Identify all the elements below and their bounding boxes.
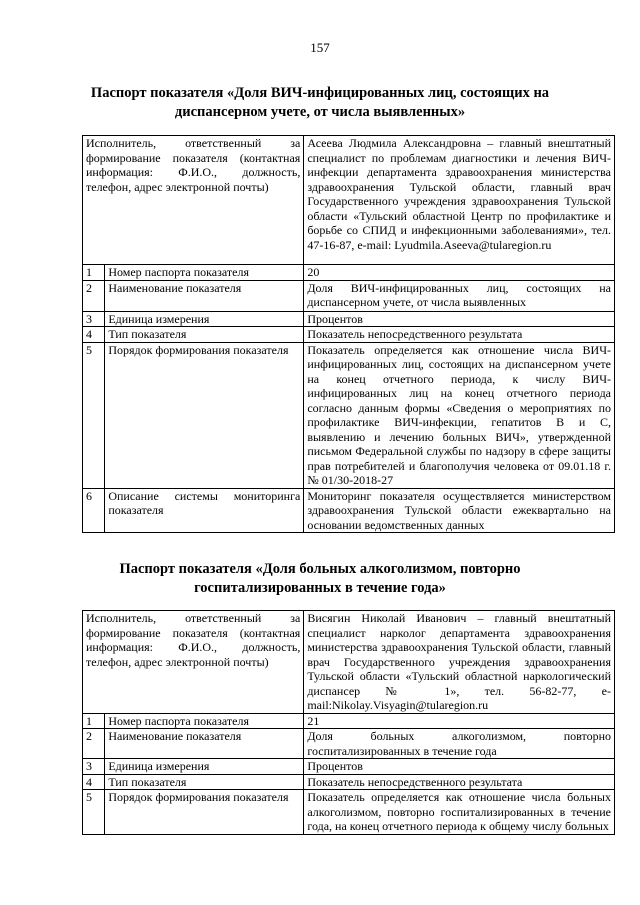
- row-label: Наименование показателя: [105, 280, 304, 311]
- passport1-title: [80, 84, 560, 122]
- passport2-title: [80, 560, 560, 598]
- row-value: Доля больных алкоголизмом, повторно госпитализированных в течение года: [304, 729, 615, 759]
- row-value: Показатель определяется как отношение числа больных алкоголизмом, повторно госпитализированных в течение года, на конец отчетного периода к общему числу больных: [304, 790, 615, 835]
- row-number: 3: [83, 311, 105, 327]
- row-value: Процентов: [304, 759, 615, 775]
- row-value: Показатель определяется как отношение числа ВИЧ-инфицированных лиц, состоящих на диспансерном учете на конец отчетного периода, к числу ВИЧ-инфицированных лиц на конец отчетного периода согласно данным формы «Сведения о мероприятиях по профилактике ВИЧ-инфекции, гепатитов В и С, выявлению и лечению больных ВИЧ», утвержденной письмом Федеральной службы по надзору в сфере защиты прав потребителей и благополучия человека от 09.01.18 г. № 01/30-2018-27: [304, 342, 615, 488]
- row-value: 20: [304, 265, 615, 281]
- passport1-table: [82, 135, 615, 533]
- row-number: 4: [83, 327, 105, 343]
- table-row: [83, 759, 615, 775]
- row-number: 6: [83, 488, 105, 533]
- row-label: Единица измерения: [105, 759, 304, 775]
- row-label: Тип показателя: [105, 774, 304, 790]
- table-row: [83, 265, 615, 281]
- passport2-title-line1: Паспорт показателя «Доля больных алкоголизмом, повторно: [119, 561, 521, 577]
- page-number: 157: [310, 40, 330, 55]
- row-number: 1: [83, 265, 105, 281]
- row-number: 1: [83, 713, 105, 729]
- passport2-table: [82, 610, 615, 835]
- row-label: Наименование показателя: [105, 729, 304, 759]
- row-value: Показатель непосредственного результата: [304, 774, 615, 790]
- row-value: 21: [304, 713, 615, 729]
- passport1-executor-row: [83, 136, 615, 265]
- row-label: Тип показателя: [105, 327, 304, 343]
- table-row: [83, 342, 615, 488]
- row-value: Мониторинг показателя осуществляется министерством здравоохранения Тульской области ежеквартально на основании ведомственных данных: [304, 488, 615, 533]
- table-row: [83, 327, 615, 343]
- passport2-executor-row: [83, 611, 615, 714]
- passport1-title-line2: диспансерном учете, от числа выявленных»: [174, 104, 466, 120]
- row-number: 3: [83, 759, 105, 775]
- row-number: 2: [83, 280, 105, 311]
- row-value: Процентов: [304, 311, 615, 327]
- row-label: Единица измерения: [105, 311, 304, 327]
- passport1-title-line1: Паспорт показателя «Доля ВИЧ-инфицированных лиц, состоящих на: [90, 85, 550, 101]
- row-label: Номер паспорта показателя: [105, 265, 304, 281]
- table-row: [83, 488, 615, 533]
- row-number: 2: [83, 729, 105, 759]
- passport2-executor-value: Висягин Николай Иванович – главный внештатный специалист нарколог департамента здравоохранения министерства здравоохранения Тульской области, главный врач Государственного учреждения здравоохранения Тульской области «Тульский областной наркологический диспансер № 1», тел. 56-82-77, e-mail:Nikolay.Visyagin@tularegion.ru: [304, 611, 615, 714]
- row-label: Описание системы мониторинга показателя: [105, 488, 304, 533]
- table-row: [83, 774, 615, 790]
- row-label: Порядок формирования показателя: [105, 342, 304, 488]
- row-number: 5: [83, 790, 105, 835]
- table-row: [83, 311, 615, 327]
- row-number: 5: [83, 342, 105, 488]
- table-row: [83, 790, 615, 835]
- row-label: Порядок формирования показателя: [105, 790, 304, 835]
- table-row: [83, 713, 615, 729]
- row-value: Показатель непосредственного результата: [304, 327, 615, 343]
- row-number: 4: [83, 774, 105, 790]
- passport1-executor-label: Исполнитель, ответственный за формирование показателя (контактная информация: Ф.И.О., должность, телефон, адрес электронной почты): [83, 136, 304, 265]
- passport1-executor-value: Асеева Людмила Александровна – главный внештатный специалист по проблемам диагностики и лечения ВИЧ-инфекции департамента здравоохранения министерства здравоохранения Тульской области, главный врач Государственного учреждения здравоохранения Тульской области «Тульский областной Центр по профилактике и борьбе со СПИД и инфекционными заболеваниями», тел. 47-16-87, e-mail: Lyudmila.Aseeva@tularegion.ru: [304, 136, 615, 265]
- row-value: Доля ВИЧ-инфицированных лиц, состоящих на диспансерном учете, от числа выявленных: [304, 280, 615, 311]
- row-label: Номер паспорта показателя: [105, 713, 304, 729]
- passport2-title-line2: госпитализированных в течение года»: [194, 580, 446, 596]
- passport2-executor-label: Исполнитель, ответственный за формирование показателя (контактная информация: Ф.И.О., должность, телефон, адрес электронной почты): [83, 611, 304, 714]
- table-row: [83, 729, 615, 759]
- table-row: [83, 280, 615, 311]
